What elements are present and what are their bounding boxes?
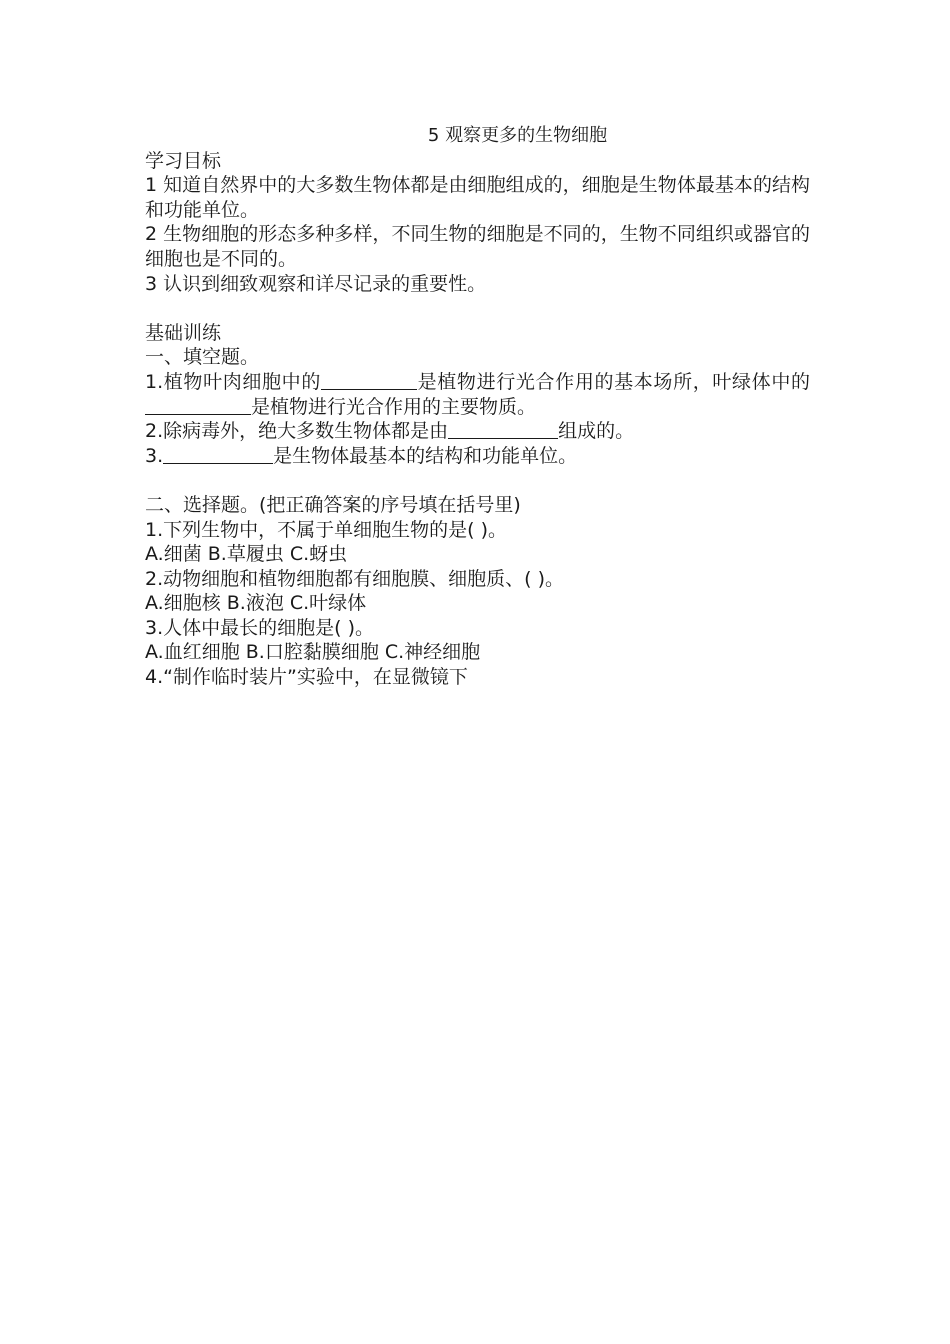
- choice-question-1: 1.下列生物中，不属于单细胞生物的是( )。: [145, 518, 507, 541]
- fill-question-1: [145, 370, 810, 419]
- fill-section-heading: 一、填空题。: [145, 346, 260, 369]
- answer-blank[interactable]: [448, 420, 558, 439]
- training-heading: 基础训练: [145, 321, 222, 344]
- fill-q2-text-b: 组成的。: [558, 420, 635, 443]
- goal-item-2: 2 生物细胞的形态多种多样，不同生物的细胞是不同的，生物不同组织或器官的细胞也是不同的。: [145, 223, 810, 270]
- fill-question-3: [145, 444, 810, 469]
- choice-question-2: 2.动物细胞和植物细胞都有细胞膜、细胞质、( )。: [145, 567, 564, 590]
- answer-blank[interactable]: [163, 445, 273, 464]
- fill-q3-text-b: 是生物体最基本的结构和功能单位。: [273, 444, 578, 467]
- page-title: 5 观察更多的生物细胞: [427, 125, 608, 146]
- fill-q1-text-b: 是植物进行光合作用的基本场所，叶绿体中的: [416, 370, 810, 393]
- choice-section-heading: 二、选择题。(把正确答案的序号填在括号里): [145, 493, 521, 516]
- choice-question-3: 3.人体中最长的细胞是( )。: [145, 616, 374, 639]
- fill-q3-text-a: 3.: [145, 444, 164, 467]
- goals-heading: 学习目标: [145, 149, 222, 172]
- paragraph-spacer: [145, 468, 810, 493]
- document-body: [145, 124, 810, 690]
- choice-options-3: A.血红细胞 B.口腔黏膜细胞 C.神经细胞: [145, 641, 481, 664]
- fill-q1-text-a: 1.植物叶肉细胞中的: [145, 370, 321, 393]
- fill-question-2: [145, 419, 810, 444]
- answer-blank[interactable]: [145, 396, 251, 415]
- paragraph-spacer: [145, 296, 810, 321]
- goal-item-1: 1 知道自然界中的大多数生物体都是由细胞组成的，细胞是生物体最基本的结构和功能单位。: [145, 174, 810, 221]
- choice-question-4: 4.“制作临时装片”实验中，在显微镜下: [145, 666, 468, 689]
- goal-item-3: 3 认识到细致观察和详尽记录的重要性。: [145, 272, 487, 295]
- answer-blank[interactable]: [321, 371, 417, 390]
- choice-options-1: A.细菌 B.草履虫 C.蚜虫: [145, 543, 348, 566]
- fill-q1-text-c: 是植物进行光合作用的主要物质。: [251, 395, 537, 418]
- choice-options-2: A.细胞核 B.液泡 C.叶绿体: [145, 592, 367, 615]
- fill-q2-text-a: 2.除病毒外，绝大多数生物体都是由: [145, 420, 449, 443]
